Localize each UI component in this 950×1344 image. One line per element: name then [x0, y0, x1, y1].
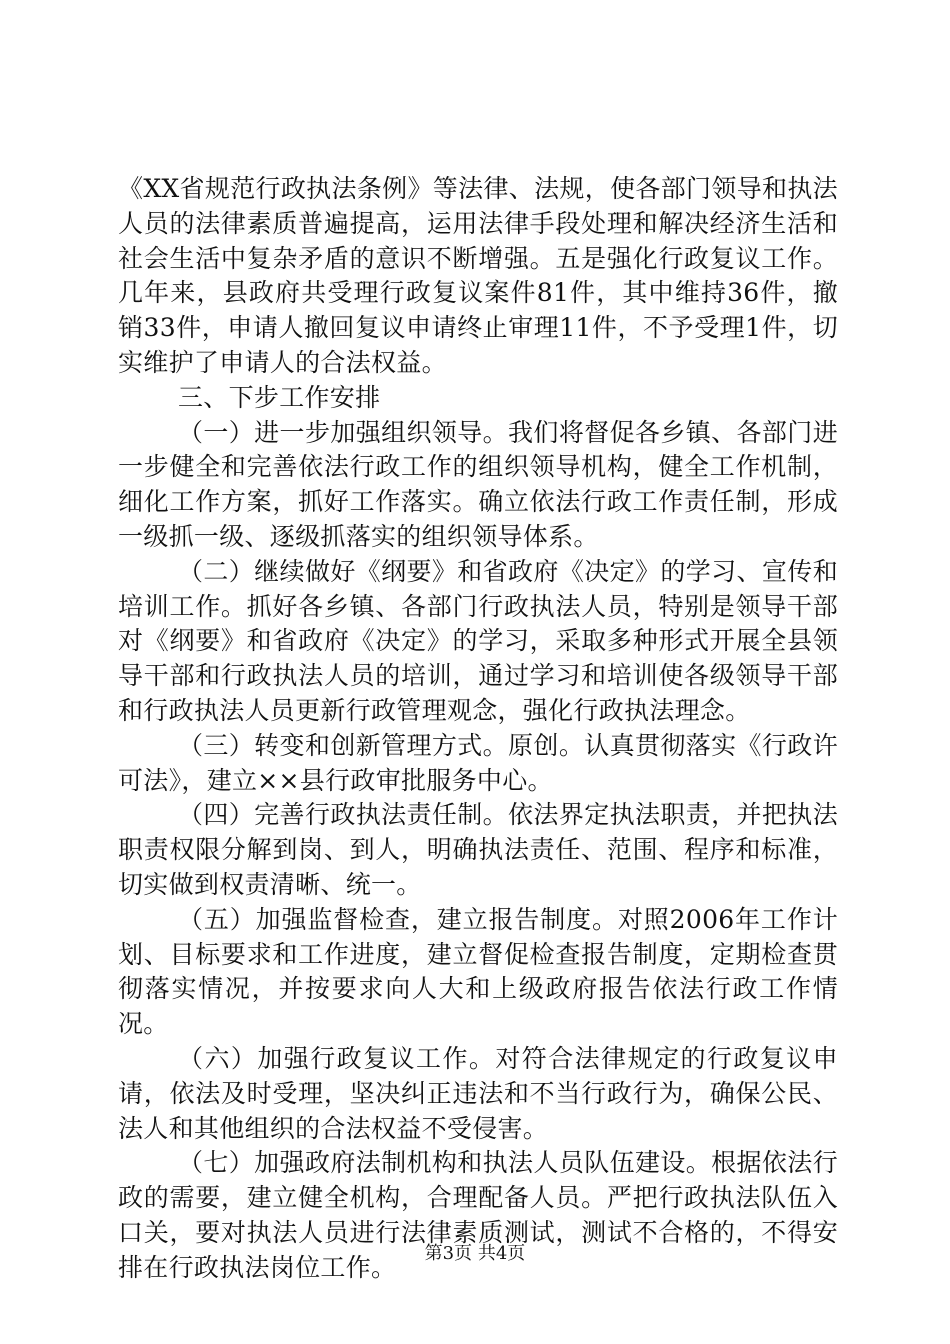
section-heading-next-steps: 三、下步工作安排 — [178, 382, 381, 412]
paragraph-item-1: （一）进一步加强组织领导。我们将督促各乡镇、各部门进一步健全和完善依法行政工作的组织领导机构，健全工作机制，细化工作方案，抓好工作落实。确立依法行政工作责任制，形成一级抓一级、逐级抓落实的组织领导体系。 — [118, 417, 838, 551]
paragraph-review-summary: 《XX省规范行政执法条例》等法律、法规，使各部门领导和执法人员的法律素质普遍提高，运用法律手段处理和解决经济生活和社会生活中复杂矛盾的意识不断增强。五是强化行政复议工作。几年来，县政府共受理行政复议案件81件，其中维持36件，撤销33件，申请人撤回复议申请终止审理11件，不予受理1件，切实维护了申请人的合法权益。 — [118, 174, 838, 377]
paragraph-item-5: （五）加强监督检查，建立报告制度。对照2006年工作计划、目标要求和工作进度，建立督促检查报告制度，定期检查贯彻落实情况，并按要求向人大和上级政府报告依法行政工作情况。 — [118, 904, 838, 1039]
paragraph-item-4: （四）完善行政执法责任制。依法界定执法职责，并把执法职责权限分解到岗、到人，明确执法责任、范围、程序和标准，切实做到权责清晰、统一。 — [118, 800, 838, 899]
document-body — [118, 172, 838, 1286]
paragraph-item-2: （二）继续做好《纲要》和省政府《决定》的学习、宣传和培训工作。抓好各乡镇、各部门行政执法人员，特别是领导干部对《纲要》和省政府《决定》的学习，采取多种形式开展全县领导干部和行政执法人员的培训，通过学习和培训使各级领导干部和行政执法人员更新行政管理观念，强化行政执法理念。 — [118, 556, 838, 725]
paragraph-item-7: （七）加强政府法制机构和执法人员队伍建设。根据依法行政的需要，建立健全机构，合理配备人员。严把行政执法队伍入口关，要对执法人员进行法律素质测试，测试不合格的，不得安排在行政执法岗位工作。 — [118, 1148, 838, 1282]
page-number-footer: 第3页 共4页 — [424, 1243, 526, 1264]
paragraph-item-6: （六）加强行政复议工作。对符合法律规定的行政复议申请，依法及时受理，坚决纠正违法和不当行政行为，确保公民、法人和其他组织的合法权益不受侵害。 — [118, 1043, 838, 1143]
paragraph-item-3: （三）转变和创新管理方式。原创。认真贯彻落实《行政许可法》，建立××县行政审批服务中心。 — [118, 730, 838, 795]
